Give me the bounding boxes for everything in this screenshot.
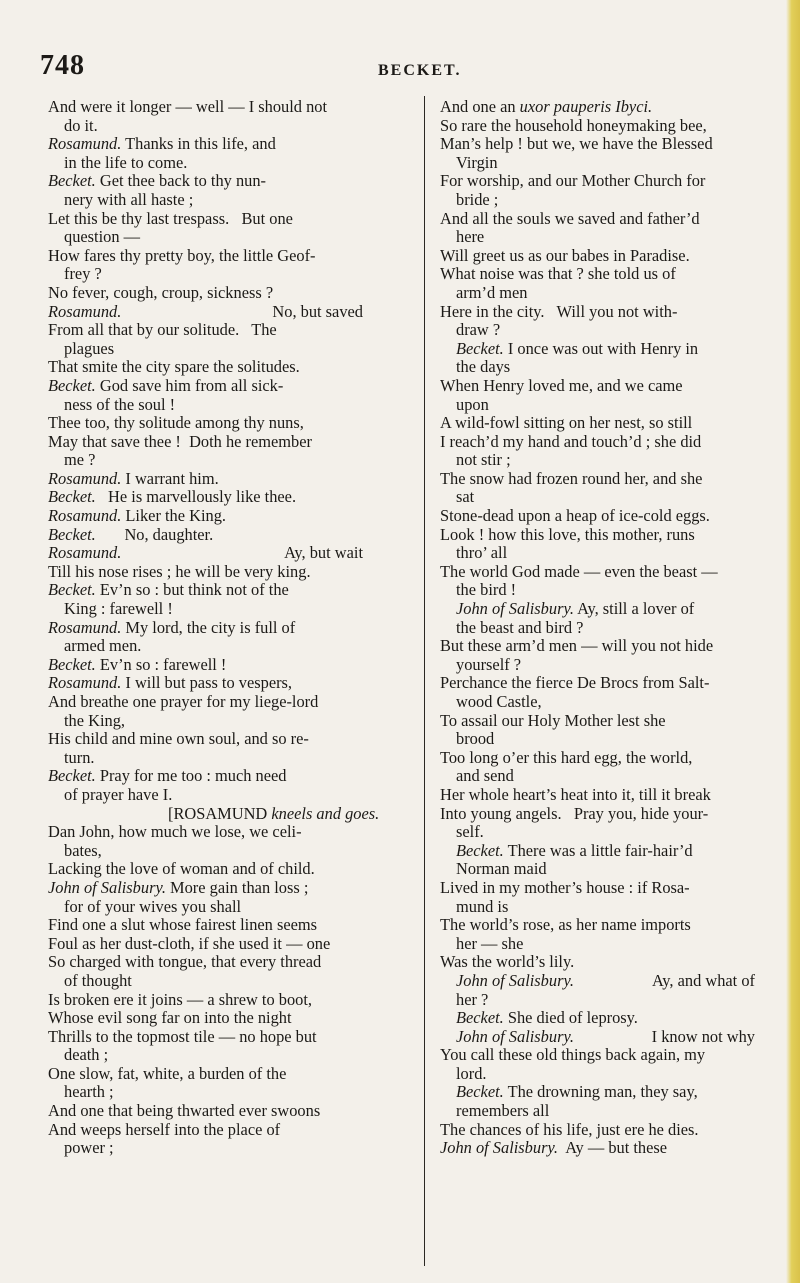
- speaker-name: Becket.: [456, 338, 504, 358]
- page-header: [40, 50, 760, 90]
- text-line: [48, 823, 363, 842]
- line-text: Look ! how this love, this mother, runs: [440, 524, 695, 544]
- line-text: May that save thee ! Doth he remember: [48, 431, 312, 451]
- line-text: My lord, the city is full of: [121, 617, 296, 637]
- speaker-name: Becket.: [48, 171, 96, 191]
- line-text: That smite the city spare the solitudes.: [48, 357, 300, 377]
- text-line: [440, 117, 755, 136]
- text-line: [440, 396, 755, 415]
- text-line: [48, 916, 363, 935]
- line-text: nery with all haste ;: [64, 189, 194, 209]
- speaker-name: Rosamund.: [48, 506, 122, 526]
- text-line: [48, 284, 363, 303]
- text-line: [440, 377, 755, 396]
- text-line: [48, 898, 363, 917]
- line-text: The world God made — even the beast —: [440, 561, 718, 581]
- line-text: I reach’d my hand and touch’d ; she did: [440, 431, 702, 451]
- text-line: [48, 210, 363, 229]
- line-text: And one that being thwarted ever swoons: [48, 1101, 321, 1121]
- column-divider: [424, 96, 425, 1266]
- text-line: [440, 786, 755, 805]
- text-line: [440, 1121, 755, 1140]
- line-text: her — she: [456, 933, 524, 953]
- text-line: [440, 154, 755, 173]
- text-line: [440, 526, 755, 545]
- text-line: [440, 730, 755, 749]
- line-text: Ay — but these: [557, 1138, 668, 1158]
- text-line: [440, 284, 755, 303]
- text-line: [440, 749, 755, 768]
- text-line: [48, 619, 363, 638]
- text-line: [48, 637, 363, 656]
- line-text: What noise was that ? she told us of: [440, 264, 676, 284]
- line-text: draw ?: [456, 320, 501, 340]
- text-line: [48, 488, 363, 507]
- text-line: [48, 172, 363, 191]
- text-line: [48, 972, 363, 991]
- line-text: frey ?: [64, 264, 102, 284]
- italic-text: uxor pauperis Ibyci.: [519, 97, 653, 116]
- text-line: [440, 303, 755, 322]
- speaker-name: Rosamund.: [48, 673, 122, 693]
- text-line: [440, 916, 755, 935]
- line-text: Liker the King.: [121, 506, 227, 526]
- text-line: [440, 1102, 755, 1121]
- speaker-name: Becket.: [48, 487, 96, 507]
- text-line: [440, 842, 755, 861]
- text-line: [48, 786, 363, 805]
- line-text: [ROSAMUND: [168, 803, 272, 823]
- line-text: for of your wives you shall: [64, 896, 242, 916]
- speaker-name: John of Salisbury.: [456, 1026, 574, 1046]
- text-line: [48, 1028, 363, 1047]
- line-text: So charged with tongue, that every thread: [48, 952, 322, 972]
- text-line: [48, 842, 363, 861]
- line-text: Too long o’er this hard egg, the world,: [440, 747, 693, 767]
- text-line: [48, 117, 363, 136]
- line-text: the bird !: [456, 580, 517, 600]
- text-line: [48, 321, 363, 340]
- line-text: and send: [456, 766, 514, 786]
- page-number: 748: [40, 50, 85, 81]
- text-line: [48, 581, 363, 600]
- text-line: [48, 433, 363, 452]
- line-text: her ?: [456, 989, 489, 1009]
- line-text: mund is: [456, 896, 509, 916]
- text-line: [48, 991, 363, 1010]
- text-line: [440, 191, 755, 210]
- line-text: The drowning man, they say,: [503, 1082, 698, 1102]
- text-line: [440, 972, 755, 991]
- line-text: upon: [456, 394, 489, 414]
- line-text-right: I know not why: [651, 1026, 755, 1046]
- text-line: [440, 935, 755, 954]
- page-edge: [786, 0, 800, 1283]
- line-text: No, daughter.: [95, 524, 214, 544]
- text-line: [440, 247, 755, 266]
- line-text: Ay, still a lover of: [573, 599, 695, 619]
- line-text-right: Ay, but wait: [284, 543, 363, 563]
- line-text: I once was out with Henry in: [503, 338, 699, 358]
- line-text: He is marvellously like thee.: [95, 487, 297, 507]
- line-text-right: Ay, and what of: [651, 970, 755, 990]
- line-text-right: No, but saved: [272, 301, 363, 321]
- text-line: [440, 1028, 755, 1047]
- line-text: in the life to come.: [64, 152, 188, 172]
- text-line: [48, 247, 363, 266]
- text-line: [48, 526, 363, 545]
- line-text: There was a little fair-hair’d: [503, 840, 693, 860]
- speaker-name: Rosamund.: [48, 617, 122, 637]
- text-line: [440, 265, 755, 284]
- text-line: [440, 1065, 755, 1084]
- line-text: Foul as her dust-cloth, if she used it — one: [48, 933, 331, 953]
- line-text: The world’s rose, as her name imports: [440, 915, 691, 935]
- text-line: [440, 805, 755, 824]
- text-line: [48, 767, 363, 786]
- text-line: [440, 1139, 755, 1158]
- line-text: I will but pass to vespers,: [121, 673, 293, 693]
- text-line: [48, 265, 363, 284]
- line-text: sat: [456, 487, 475, 507]
- text-line: [48, 693, 363, 712]
- line-text: Pray for me too : much need: [95, 766, 287, 786]
- line-text: Thanks in this life, and: [121, 134, 276, 154]
- text-line: [440, 563, 755, 582]
- line-text: Here in the city. Will you not with-: [440, 301, 678, 321]
- italic-text: kneels and goes.: [271, 803, 380, 823]
- text-line: [48, 544, 363, 563]
- line-text: No fever, cough, croup, sickness ?: [48, 282, 274, 302]
- line-text: arm’d men: [456, 282, 528, 302]
- text-line: [440, 544, 755, 563]
- line-text: Find one a slut whose fairest linen seems: [48, 915, 318, 935]
- text-line: [48, 191, 363, 210]
- running-head: BECKET.: [378, 62, 462, 79]
- text-line: [48, 730, 363, 749]
- text-line: [48, 340, 363, 359]
- text-line: [48, 953, 363, 972]
- text-line: [440, 470, 755, 489]
- line-text: His child and mine own soul, and so re-: [48, 729, 309, 749]
- line-text: Lacking the love of woman and of child.: [48, 859, 315, 879]
- line-text: the days: [456, 357, 511, 377]
- text-line: [48, 228, 363, 247]
- text-line: [440, 619, 755, 638]
- text-line: [440, 210, 755, 229]
- line-text: You call these old things back again, my: [440, 1045, 706, 1065]
- line-text: More gain than loss ;: [165, 877, 309, 897]
- text-line: [48, 860, 363, 879]
- line-text: Was the world’s lily.: [440, 952, 575, 972]
- line-text: yourself ?: [456, 654, 522, 674]
- line-text: here: [456, 227, 485, 247]
- line-text: Whose evil song far on into the night: [48, 1008, 292, 1028]
- line-text: And all the souls we saved and father’d: [440, 208, 700, 228]
- text-line: [440, 1083, 755, 1102]
- line-text: A wild-fowl sitting on her nest, so still: [440, 413, 693, 433]
- line-text: hearth ;: [64, 1082, 114, 1102]
- line-text: brood: [456, 729, 495, 749]
- text-line: [48, 1065, 363, 1084]
- line-text: ness of the soul !: [64, 394, 176, 414]
- speaker-name: John of Salisbury.: [456, 970, 574, 990]
- text-line: [440, 860, 755, 879]
- speaker-name: Becket.: [48, 524, 96, 544]
- speaker-name: Becket.: [48, 375, 96, 395]
- line-text: The chances of his life, just ere he dies.: [440, 1119, 699, 1139]
- text-line: [48, 749, 363, 768]
- speaker-name: Becket.: [48, 766, 96, 786]
- text-line: [440, 321, 755, 340]
- line-text: So rare the household honeymaking bee,: [440, 115, 707, 135]
- text-line: [440, 581, 755, 600]
- text-line: [48, 303, 363, 322]
- speaker-name: Rosamund.: [48, 134, 122, 154]
- text-line: [440, 712, 755, 731]
- text-line: [48, 935, 363, 954]
- text-line: [440, 488, 755, 507]
- line-text: remembers all: [456, 1101, 550, 1121]
- text-line: [48, 396, 363, 415]
- line-text: And breathe one prayer for my liege-lord: [48, 692, 319, 711]
- text-line: [440, 767, 755, 786]
- text-line: [48, 358, 363, 377]
- text-line: [48, 803, 380, 824]
- speaker-name: Rosamund.: [48, 301, 122, 321]
- line-text: power ;: [64, 1138, 114, 1158]
- text-line: [440, 507, 755, 526]
- line-text: Ev’n so : but think not of the: [95, 580, 289, 600]
- line-text: For worship, and our Mother Church for: [440, 171, 706, 191]
- text-line: [48, 414, 363, 433]
- text-line: [48, 674, 363, 693]
- line-text: the beast and bird ?: [456, 617, 584, 637]
- speaker-name: Rosamund.: [48, 468, 122, 488]
- text-line: [48, 712, 363, 731]
- line-text: Stone-dead upon a heap of ice-cold eggs.: [440, 506, 710, 526]
- line-text: self.: [456, 822, 484, 842]
- line-text: turn.: [64, 747, 95, 767]
- line-text: bride ;: [456, 189, 499, 209]
- text-line: [48, 451, 363, 470]
- text-line: [440, 433, 755, 452]
- text-line: [440, 823, 755, 842]
- text-line: [48, 563, 363, 582]
- line-text: me ?: [64, 450, 96, 470]
- line-text: Ev’n so : farewell !: [95, 654, 227, 674]
- text-line: [48, 1046, 363, 1065]
- line-text: death ;: [64, 1045, 109, 1065]
- text-line: [440, 340, 755, 359]
- speaker-name: Becket.: [48, 580, 96, 600]
- text-line: [48, 507, 363, 526]
- text-line: [48, 600, 363, 619]
- line-text: Dan John, how much we lose, we celi-: [48, 822, 302, 842]
- line-text: I warrant him.: [121, 468, 219, 488]
- line-text: do it.: [64, 115, 98, 135]
- line-text: Virgin: [456, 152, 498, 172]
- text-line: [440, 991, 755, 1010]
- line-text: And one an: [440, 97, 520, 116]
- line-text: She died of leprosy.: [503, 1008, 638, 1028]
- line-text: Her whole heart’s heat into it, till it break: [440, 784, 711, 804]
- speaker-name: John of Salisbury.: [440, 1138, 558, 1158]
- speaker-name: Becket.: [48, 654, 96, 674]
- text-line: [48, 1083, 363, 1102]
- text-line: [440, 693, 755, 712]
- speaker-name: John of Salisbury.: [456, 599, 574, 619]
- text-line: [48, 98, 363, 117]
- line-text: The snow had frozen round her, and she: [440, 468, 703, 488]
- line-text: When Henry loved me, and we came: [440, 375, 683, 395]
- line-text: One slow, fat, white, a burden of the: [48, 1063, 287, 1083]
- text-line: [48, 879, 363, 898]
- line-text: not stir ;: [456, 450, 511, 470]
- text-line: [48, 1009, 363, 1028]
- line-text: Into young angels. Pray you, hide your-: [440, 803, 709, 823]
- line-text: Thrills to the topmost tile — no hope but: [48, 1026, 317, 1046]
- text-line: [48, 1139, 363, 1158]
- line-text: Till his nose rises ; he will be very king.: [48, 561, 311, 581]
- line-text: question —: [64, 227, 141, 247]
- text-line: [440, 451, 755, 470]
- line-text: Will greet us as our babes in Paradise.: [440, 245, 690, 265]
- text-line: [440, 1009, 755, 1028]
- speaker-name: Rosamund.: [48, 543, 122, 563]
- text-line: [440, 98, 755, 117]
- speaker-name: Becket.: [456, 840, 504, 860]
- right-column: [440, 98, 755, 1158]
- text-line: [48, 1102, 363, 1121]
- speaker-name: John of Salisbury.: [48, 877, 166, 897]
- text-line: [440, 1046, 755, 1065]
- text-line: [48, 1121, 363, 1140]
- text-line: [440, 358, 755, 377]
- line-text: the King,: [64, 710, 126, 730]
- line-text: And were it longer — well — I should not: [48, 97, 328, 116]
- text-line: [440, 898, 755, 917]
- line-text: Let this be thy last trespass. But one: [48, 208, 293, 228]
- line-text: plagues: [64, 338, 115, 358]
- text-line: [440, 637, 755, 656]
- line-text: Get thee back to thy nun-: [95, 171, 266, 191]
- line-text: Perchance the fierce De Brocs from Salt-: [440, 673, 710, 693]
- line-text: thro’ all: [456, 543, 508, 563]
- text-line: [440, 172, 755, 191]
- line-text: How fares thy pretty boy, the little Geof-: [48, 245, 316, 265]
- line-text: From all that by our solitude. The: [48, 320, 277, 340]
- line-text: lord.: [456, 1063, 487, 1083]
- text-line: [440, 656, 755, 675]
- speaker-name: Becket.: [456, 1082, 504, 1102]
- line-text: Norman maid: [456, 859, 547, 879]
- left-column: [48, 97, 380, 1158]
- text-line: [440, 674, 755, 693]
- text-line: [440, 414, 755, 433]
- line-text: King : farewell !: [64, 599, 173, 619]
- line-text: But these arm’d men — will you not hide: [440, 636, 714, 656]
- line-text: Is broken ere it joins — a shrew to boot,: [48, 989, 313, 1009]
- line-text: of prayer have I.: [64, 784, 173, 804]
- text-line: [440, 228, 755, 247]
- line-text: And weeps herself into the place of: [48, 1119, 281, 1139]
- line-text: armed men.: [64, 636, 142, 656]
- line-text: To assail our Holy Mother lest she: [440, 710, 666, 730]
- text-line: [48, 154, 363, 173]
- text-line: [440, 135, 755, 154]
- text-line: [440, 953, 755, 972]
- line-text: wood Castle,: [456, 692, 542, 711]
- speaker-name: Becket.: [456, 1008, 504, 1028]
- text-line: [440, 600, 755, 619]
- text-line: [48, 377, 363, 396]
- line-text: Man’s help ! but we, we have the Blessed: [440, 134, 713, 154]
- text-line: [48, 470, 363, 489]
- line-text: Lived in my mother’s house : if Rosa-: [440, 877, 690, 897]
- line-text: of thought: [64, 970, 132, 990]
- text-line: [48, 135, 363, 154]
- line-text: Thee too, thy solitude among thy nuns,: [48, 413, 304, 433]
- text-line: [48, 656, 363, 675]
- line-text: God save him from all sick-: [95, 375, 284, 395]
- text-line: [440, 879, 755, 898]
- line-text: bates,: [64, 840, 102, 860]
